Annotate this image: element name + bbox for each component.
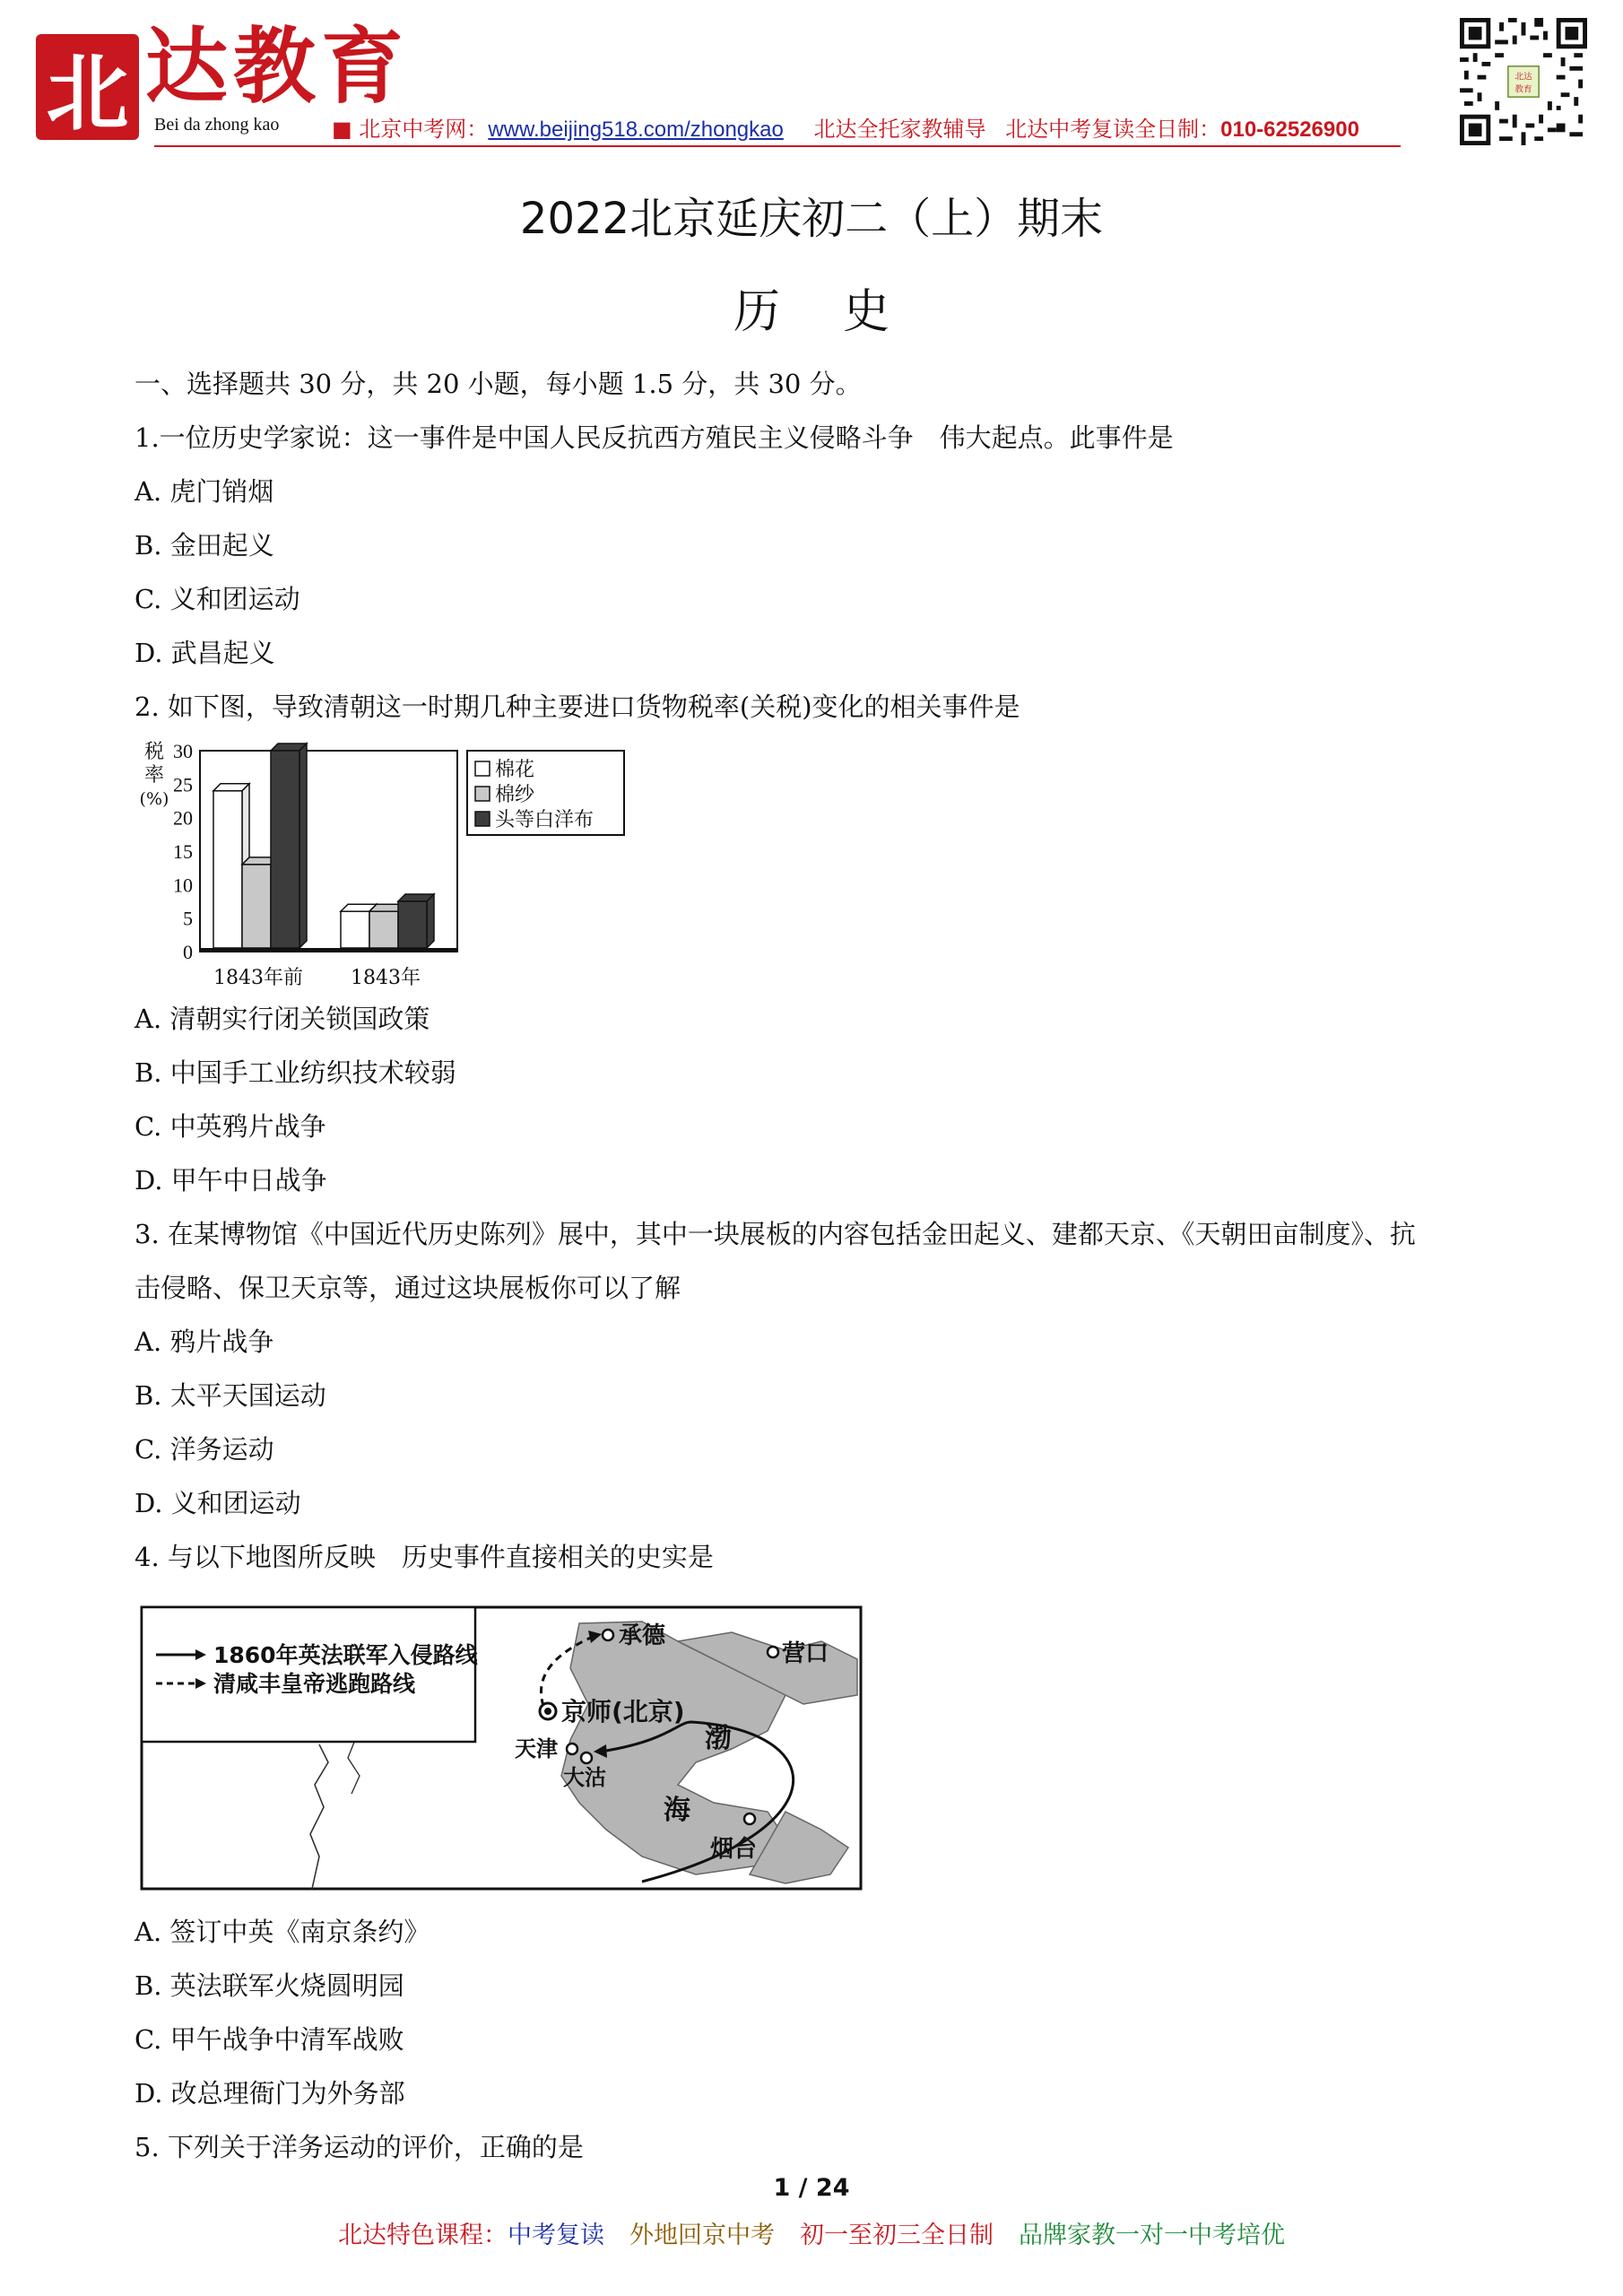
legend-label: 棉花 — [495, 759, 535, 781]
bar-2-棉花 — [341, 911, 369, 948]
q2-option-b: B. 中国手工业纺织技术较弱 — [135, 1057, 456, 1088]
legend-invasion-label: 1860年英法联军入侵路线 — [213, 1642, 478, 1668]
question-1-stem: 1.一位历史学家说：这一事件是中国人民反抗西方殖民主义侵略斗争 伟大起点。此事件是 — [135, 422, 1174, 453]
legend-swatch — [475, 761, 490, 776]
q3-option-b: B. 太平天国运动 — [135, 1380, 326, 1411]
bar-2-头等白洋布 — [398, 901, 427, 948]
place-yantai: 烟台 — [710, 1836, 758, 1863]
page-number: 1 / 24 — [773, 2174, 850, 2202]
footer-label: 北达特色课程： — [338, 2222, 508, 2249]
y-tick-label: 5 — [183, 907, 193, 930]
q2-option-a: A. 清朝实行闭关锁国政策 — [135, 1004, 430, 1034]
bar-side — [299, 744, 307, 948]
x-tick-label: 1843年 — [351, 967, 421, 989]
y-axis-label-part: 税 — [143, 741, 165, 763]
bar-1-头等白洋布 — [271, 751, 299, 948]
place-beijing: 京师(北京) — [561, 1697, 685, 1726]
q3-option-c: C. 洋务运动 — [135, 1434, 274, 1465]
footer-item-1: 中考复读 — [508, 2222, 604, 2249]
document-title: 2022北京延庆初二（上）期末 — [519, 194, 1104, 244]
q3-option-d: D. 义和团运动 — [135, 1488, 301, 1518]
question-3-stem: 3. 在某博物馆《中国近代历史陈列》展中，其中一块展板的内容包括金田起义、建都天京、《天朝田亩制度》、抗 — [135, 1219, 1416, 1249]
logo-text: 达教育 — [145, 18, 410, 115]
q4-option-c: C. 甲午战争中清军战败 — [135, 2024, 404, 2055]
slogan-1: 北达全托家教辅导 — [813, 117, 986, 142]
q1-option-b: B. 金田起义 — [135, 530, 274, 561]
y-tick-label: 20 — [173, 806, 193, 830]
place-tianjin: 天津 — [515, 1736, 558, 1761]
site-label: ■ 北京中考网： — [332, 117, 489, 142]
label-bo: 渤 — [705, 1723, 732, 1754]
legend-swatch — [475, 812, 490, 826]
phone-number: 010-62526900 — [1220, 117, 1359, 142]
footer-item-4: 品牌家教一对一中考培优 — [1019, 2222, 1285, 2249]
bar-2-棉纱 — [369, 911, 398, 948]
svg-text:北达: 北达 — [1515, 72, 1532, 83]
invasion-map — [140, 1605, 863, 1891]
section-heading: 一、选择题共 30 分，共 20 小题，每小题 1.5 分，共 30 分。 — [135, 369, 862, 399]
legend-swatch — [475, 787, 490, 801]
place-dagu: 大沽 — [563, 1765, 606, 1790]
y-tick-label: 15 — [173, 840, 193, 863]
q3-option-a: A. 鸦片战争 — [135, 1326, 274, 1357]
y-tick-label: 30 — [173, 740, 193, 762]
bar-1-棉花 — [213, 791, 242, 948]
label-hai: 海 — [664, 1795, 690, 1826]
q1-option-a: A. 虎门销烟 — [135, 476, 274, 507]
y-axis-label-part: 率 — [143, 764, 165, 787]
bar-1-棉纱 — [242, 865, 271, 948]
qr-code-icon — [1460, 18, 1587, 145]
logo — [36, 34, 139, 140]
svg-text:教育: 教育 — [1515, 84, 1532, 95]
question-2-stem: 2. 如下图，导致清朝这一时期几种主要进口货物税率(关税)变化的相关事件是 — [135, 691, 1020, 722]
place-chengde: 承德 — [619, 1622, 666, 1649]
logo-char: 北 — [46, 45, 129, 142]
q1-option-c: C. 义和团运动 — [135, 584, 300, 614]
question-3-stem-cont: 击侵略、保卫天京等，通过这块展板你可以了解 — [135, 1273, 681, 1303]
bar-side — [427, 894, 434, 948]
q4-option-a: A. 签订中英《南京条约》 — [135, 1917, 430, 1947]
legend-escape-label: 清咸丰皇帝逃跑路线 — [213, 1671, 416, 1697]
question-4-stem: 4. 与以下地图所反映 历史事件直接相关的史实是 — [135, 1542, 714, 1572]
q4-option-d: D. 改总理衙门为外务部 — [135, 2078, 405, 2109]
question-5-stem: 5. 下列关于洋务运动的评价，正确的是 — [135, 2132, 584, 2162]
x-tick-label: 1843年前 — [213, 967, 303, 989]
footer-item-2: 外地回京中考 — [629, 2222, 775, 2249]
legend-label: 头等白洋布 — [495, 809, 595, 831]
y-axis-label-part: (%) — [139, 789, 169, 809]
tariff-bar-chart — [133, 740, 635, 1000]
q2-option-c: C. 中英鸦片战争 — [135, 1111, 326, 1142]
q2-option-d: D. 甲午中日战争 — [135, 1165, 327, 1196]
subject-title: 历史 — [733, 285, 952, 339]
y-tick-label: 0 — [183, 941, 193, 963]
footer-courses — [0, 2215, 1623, 2250]
footer-item-3: 初一至初三全日制 — [800, 2222, 994, 2249]
y-tick-label: 10 — [173, 874, 193, 897]
site-url-link[interactable]: www.beijing518.com/zhongkao — [488, 117, 784, 142]
q4-option-b: B. 英法联军火烧圆明园 — [135, 1970, 404, 2001]
slogan-2: 北达中考复读全日制： — [1005, 117, 1221, 142]
y-tick-label: 25 — [173, 773, 193, 796]
header-divider — [154, 145, 1401, 147]
q1-option-d: D. 武昌起义 — [135, 638, 275, 668]
header-info — [332, 111, 1359, 143]
logo-english: Bei da zhong kao — [154, 115, 280, 135]
legend-label: 棉纱 — [495, 784, 535, 806]
place-yingkou: 营口 — [782, 1640, 829, 1667]
